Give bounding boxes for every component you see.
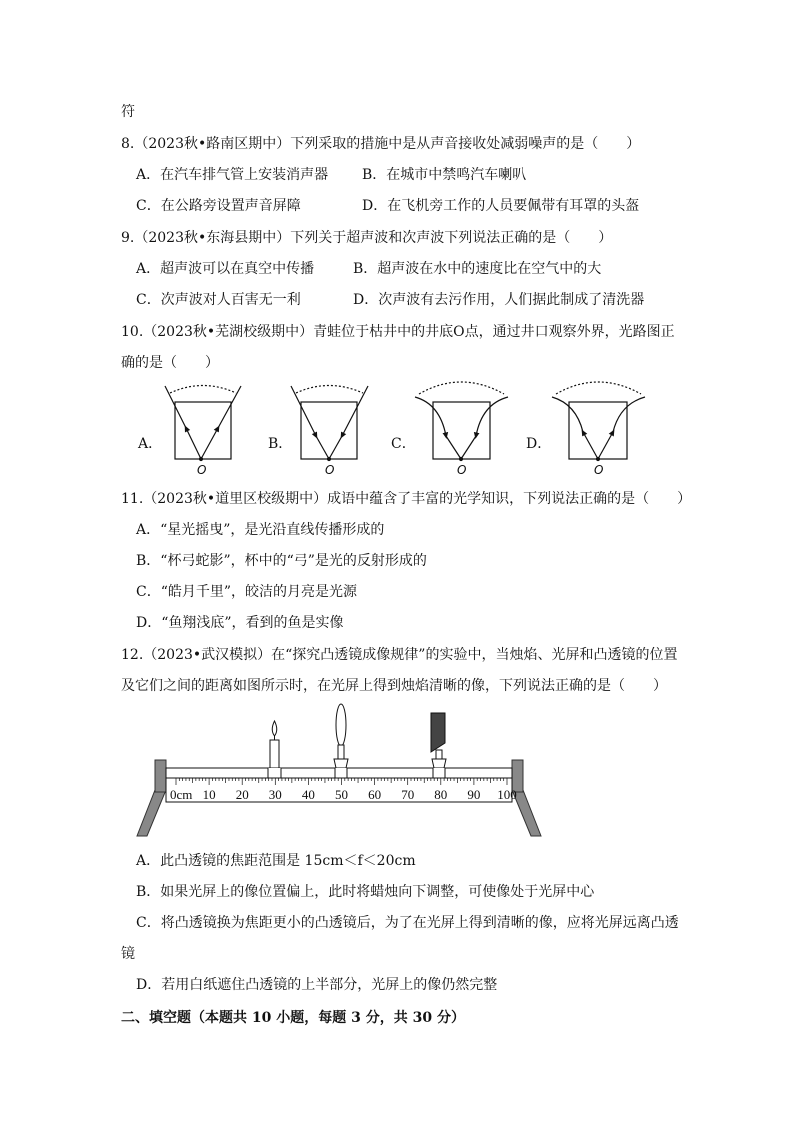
ruler-tick-label: 60 [368,787,382,802]
q12-stem-line2: 及它们之间的距离如图所示时，在光屏上得到烛焰清晰的像，下列说法正确的是（ ） [121,678,667,694]
q9-options-row2 [136,291,644,309]
q10-option-d-label[interactable]: D． [526,436,552,452]
continued-text: 符 [121,104,135,120]
q11-option-a[interactable]: A．“星光摇曳”，是光沿直线传播形成的 [136,522,385,538]
candle [268,721,281,778]
ruler-tick-label: 10 [202,787,216,802]
q9-stem: 9.（2023秋•东海县期中）下列关于超声波和次声波下列说法正确的是（ ） [121,230,613,246]
q8-option-a[interactable]: A．在汽车排气管上安装消声器 [136,167,329,183]
q11-option-b[interactable]: B．“杯弓蛇影”，杯中的“弓”是光的反射形成的 [136,553,427,569]
q9-options-row1 [136,260,601,278]
left-end-block [155,760,166,792]
q9-option-d[interactable]: D．次声波有去污作用，人们据此制成了清洗器 [353,292,645,308]
convex-lens [334,704,348,778]
q11-option-d[interactable]: D．“鱼翔浅底”，看到的鱼是实像 [136,615,344,631]
q9-option-b[interactable]: B．超声波在水中的速度比在空气中的大 [353,261,602,277]
ruler-tick-label: 0cm [170,787,193,802]
point-o-c: O [457,463,467,477]
q10-option-b-label[interactable]: B． [268,436,293,452]
q10-stem-line1: 10.（2023秋•芜湖校级期中）青蛙位于枯井中的井底O点，通过井口观察外界，光路图正 [121,324,675,340]
q8-option-b[interactable]: B．在城市中禁鸣汽车喇叭 [362,167,527,183]
ruler-tick-label: 90 [467,787,481,802]
q10-option-c-label[interactable]: C． [391,436,416,452]
diagram-a [165,386,241,461]
ruler-tick-label: 70 [401,787,415,802]
ruler-tick-label: 20 [235,787,249,802]
left-leg [137,790,166,836]
diagram-d [552,382,645,461]
q11-option-c[interactable]: C．“皓月千里”，皎洁的月亮是光源 [136,584,358,600]
q8-option-d[interactable]: D．在飞机旁工作的人员要佩带有耳罩的头盔 [362,198,640,214]
q8-option-c[interactable]: C．在公路旁设置声音屏障 [136,198,301,214]
ruler-tick-label: 100 [497,787,517,802]
q9-option-a[interactable]: A．超声波可以在真空中传播 [136,261,315,277]
q12-option-d[interactable]: D．若用白纸遮住凸透镜的上半部分，光屏上的像仍然完整 [136,977,498,993]
light-screen [431,713,446,778]
section-heading: 二、填空题（本题共 10 小题，每题 3 分，共 30 分） [121,1010,465,1026]
q12-option-b[interactable]: B．如果光屏上的像位置偏上，此时将蜡烛向下调整，可使像处于光屏中心 [136,884,595,900]
point-o-a: O [197,463,207,477]
q12-option-c-line2[interactable]: 镜 [121,946,135,962]
q12-option-c-line1[interactable]: C．将凸透镜换为焦距更小的凸透镜后，为了在光屏上得到清晰的像，应将光屏远离凸透 [136,915,679,931]
ruler-tick-label: 50 [335,787,348,802]
ruler-tick-label: 80 [434,787,448,802]
point-o-b: O [325,463,335,477]
q8-options-row2 [136,197,639,215]
optical-bench-diagram [0,700,793,840]
q8-options-row1 [136,166,526,184]
q8-stem: 8.（2023秋•路南区期中）下列采取的措施中是从声音接收处减弱噪声的是（ ） [121,136,641,152]
diagram-c [415,382,508,461]
q10-stem-line2: 确的是（ ） [121,355,219,371]
q11-stem: 11.（2023秋•道里区校级期中）成语中蕴含了丰富的光学知识，下列说法正确的是（ ） [121,491,692,507]
ruler-tick-label: 30 [268,787,282,802]
q9-option-c[interactable]: C．次声波对人百害无一利 [136,292,301,308]
point-o-d: O [594,463,604,477]
q12-stem-line1: 12.（2023•武汉模拟）在“探究凸透镜成像规律”的实验中，当烛焰、光屏和凸透镜的位置 [121,647,678,663]
ruler-tick-label: 40 [301,787,315,802]
q12-option-a[interactable]: A．此凸透镜的焦距范围是 15cm＜f＜20cm [136,853,416,869]
q10-option-a-label[interactable]: A． [138,436,163,452]
diagram-b [291,386,368,461]
